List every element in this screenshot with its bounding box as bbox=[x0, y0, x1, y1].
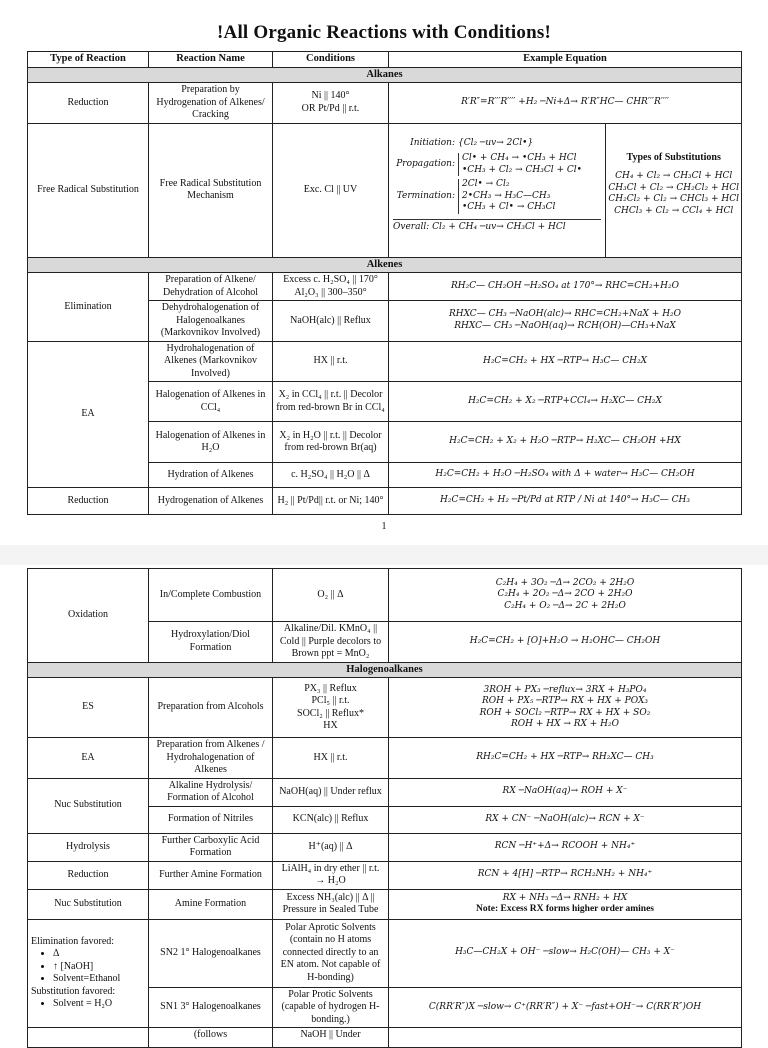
conditions: X₂ in CCl₄ || r.t. || Decolor from red-brown Br in CCl₄ bbox=[273, 382, 389, 422]
equation: RCN ─H⁺+Δ→ RCOOH + NH₄⁺ bbox=[389, 833, 742, 861]
table-row bbox=[28, 889, 742, 919]
overall-equation: Overall: Cl₂ + CH₄ ─uv→ CH₃Cl + HCl bbox=[393, 219, 601, 234]
equation: RCN + 4[H] ─RTP→ RCH₂NH₂ + NH₄⁺ bbox=[389, 861, 742, 889]
step-label: Propagation: bbox=[396, 158, 455, 169]
equation-line: ROH + SOCl₂ ─RTP→ RX + HX + SO₂ bbox=[479, 707, 651, 718]
equation-note: Note: Excess RX forms higher order amines bbox=[475, 904, 654, 914]
table-row bbox=[28, 861, 742, 889]
reaction-type: Reduction bbox=[28, 861, 149, 889]
step-equation: 2Cl• → Cl₂ bbox=[462, 179, 510, 189]
condition-line: PCl₅ || r.t. bbox=[311, 695, 350, 706]
elimination-favored-title: Elimination favored: bbox=[31, 935, 115, 947]
section-alkanes: Alkanes bbox=[28, 67, 742, 83]
reaction-name: Halogenation of Alkenes in CCl₄ bbox=[149, 382, 273, 422]
condition-line: SOCl₂ || Reflux* bbox=[297, 707, 364, 719]
reaction-name: Hydration of Alkenes bbox=[149, 463, 273, 488]
equation: H₂C=CH₂ + X₂ + H₂O ─RTP→ H₂XC— CH₂OH +HX bbox=[389, 422, 742, 463]
equation-line: C₂H₄ + 2O₂ ─Δ→ 2CO + 2H₂O bbox=[497, 589, 633, 600]
header-conditions: Conditions bbox=[273, 52, 389, 68]
reaction-name: SN1 3° Halogenoalkanes bbox=[149, 987, 273, 1028]
reaction-name: Alkaline Hydrolysis/ Formation of Alcohol bbox=[149, 778, 273, 806]
reaction-type: Reduction bbox=[28, 83, 149, 124]
conditions: H₂ || Pt/Pd|| r.t. or Ni; 140° bbox=[273, 488, 389, 515]
reaction-name: Dehydrohalogenation of Halogenoalkanes (Markovnikov Involved) bbox=[149, 301, 273, 342]
step-equation: •CH₃ + Cl• → CH₃Cl bbox=[462, 202, 556, 212]
conditions: NaOH(aq) || Under reflux bbox=[273, 778, 389, 806]
equation-line: C₂H₄ + O₂ ─Δ→ 2C + 2H₂O bbox=[504, 600, 626, 611]
equation bbox=[389, 889, 742, 919]
table-row bbox=[28, 341, 742, 382]
reaction-type: Oxidation bbox=[28, 569, 149, 663]
reactions-table-page-2 bbox=[27, 568, 742, 1048]
equation: RX + CN⁻ ─NaOH(alc)→ RCN + X⁻ bbox=[389, 806, 742, 833]
condition-line: HX bbox=[323, 720, 338, 731]
reaction-name: Formation of Nitriles bbox=[149, 806, 273, 833]
reaction-name: Hydroxylation/Diol Formation bbox=[149, 622, 273, 663]
equation-line: C₂H₄ + 3O₂ ─Δ→ 2CO₂ + 2H₂O bbox=[495, 577, 635, 588]
conditions: HX || r.t. bbox=[273, 738, 389, 779]
conditions: KCN(alc) || Reflux bbox=[273, 806, 389, 833]
table-row bbox=[28, 273, 742, 301]
page-gap bbox=[0, 545, 768, 565]
table-row bbox=[28, 1028, 742, 1048]
table-row bbox=[28, 919, 742, 987]
equation bbox=[389, 123, 742, 257]
types-of-substitutions bbox=[606, 124, 741, 257]
reaction-name: Amine Formation bbox=[149, 889, 273, 919]
header-type: Type of Reaction bbox=[28, 52, 149, 68]
list-item: • Δ bbox=[53, 948, 145, 961]
equation bbox=[389, 301, 742, 342]
equation bbox=[389, 1028, 742, 1048]
substitution-favored-list bbox=[31, 998, 145, 1011]
table-row bbox=[28, 488, 742, 515]
reaction-type: Elimination bbox=[28, 273, 149, 342]
table-row bbox=[28, 738, 742, 779]
conditions: NaOH || Under bbox=[273, 1028, 389, 1048]
reaction-name: Preparation from Alcohols bbox=[149, 678, 273, 738]
reaction-type: Hydrolysis bbox=[28, 833, 149, 861]
section-alkenes: Alkenes bbox=[28, 257, 742, 273]
reaction-name: SN2 1° Halogenoalkanes bbox=[149, 919, 273, 987]
table-row bbox=[28, 83, 742, 124]
equation-line: ROH + HX → RX + H₂O bbox=[510, 719, 620, 729]
equation-line: ROH + PX₅ ─RTP→ RX + HX + POX₃ bbox=[482, 696, 648, 706]
reaction-type bbox=[28, 1028, 149, 1048]
elimination-favored-list bbox=[31, 948, 145, 986]
equation: C(RR′R″)X ─slow→ C⁺(RR′R″) + X⁻ ─fast+OH⁻→ C(RR′R″)OH bbox=[389, 987, 742, 1028]
page-2 bbox=[0, 565, 768, 1040]
reaction-type: ES bbox=[28, 678, 149, 738]
conditions: LiAlH₄ in dry ether || r.t. → H₂O bbox=[273, 861, 389, 889]
reaction-name: (follows bbox=[149, 1028, 273, 1048]
header-name: Reaction Name bbox=[149, 52, 273, 68]
reaction-type: Reduction bbox=[28, 488, 149, 515]
equation: H₃C—CH₂X + OH⁻ ─slow→ H₂C(OH)— CH₃ + X⁻ bbox=[389, 919, 742, 987]
mechanism-steps bbox=[389, 124, 606, 257]
conditions: Exc. Cl || UV bbox=[273, 123, 389, 257]
header-equation: Example Equation bbox=[389, 52, 742, 68]
section-halogenoalkanes: Halogenoalkanes bbox=[28, 662, 742, 678]
equation: R′R″=R′′′R′′′′ +H₂ ─Ni+Δ→ R′R″HC— CHR′′′R′′′′ bbox=[389, 83, 742, 124]
conditions bbox=[273, 273, 389, 301]
step-label: Initiation: bbox=[410, 137, 455, 148]
conditions: Polar Protic Solvents (capable of hydrogen H-bonding.) bbox=[273, 987, 389, 1028]
equation: RX ─NaOH(aq)→ ROH + X⁻ bbox=[389, 778, 742, 806]
substitution-favored-title: Substitution favored: bbox=[31, 985, 116, 997]
equation-line: RX + NH₃ ─Δ→ RNH₂ + HX bbox=[502, 892, 628, 903]
conditions bbox=[273, 678, 389, 738]
condition-line: OR Pt/Pd || r.t. bbox=[301, 102, 360, 114]
substitution-equation: CH₄ + Cl₂ → CH₃Cl + HCl bbox=[615, 171, 733, 181]
conditions: c. H₂SO₄ || H₂O || Δ bbox=[273, 463, 389, 488]
types-title: Types of Substitutions bbox=[626, 151, 721, 163]
conditions: HX || r.t. bbox=[273, 341, 389, 382]
reaction-name: Free Radical Substitution Mechanism bbox=[149, 123, 273, 257]
equation: H₂C=CH₂ + H₂O ─H₂SO₄ with Δ + water→ H₃C— CH₂OH bbox=[389, 463, 742, 488]
condition-line: Excess c. H₂SO₄ || 170° bbox=[283, 274, 378, 285]
equation: RH₂C— CH₂OH ─H₂SO₄ at 170°→ RHC=CH₂+H₂O bbox=[389, 273, 742, 301]
equation: RH₂C=CH₂ + HX ─RTP→ RH₂XC— CH₃ bbox=[389, 738, 742, 779]
table-row bbox=[28, 123, 742, 257]
page-title: !All Organic Reactions with Conditions! bbox=[217, 22, 551, 43]
reaction-name: Further Carboxylic Acid Formation bbox=[149, 833, 273, 861]
section-row-alkanes bbox=[28, 67, 742, 83]
table-row bbox=[28, 833, 742, 861]
list-item: • Solvent=Ethanol bbox=[53, 973, 145, 986]
equation-line: 3ROH + PX₃ ─reflux→ 3RX + H₃PO₄ bbox=[483, 684, 647, 695]
reaction-name: Hydrohalogenation of Alkenes (Markovnikov Involved) bbox=[149, 341, 273, 382]
substitution-equation: CHCl₃ + Cl₂ → CCl₄ + HCl bbox=[614, 205, 734, 216]
table-row bbox=[28, 569, 742, 622]
condition-line: Al₂O₃ || 300–350° bbox=[294, 286, 367, 298]
conditions bbox=[273, 83, 389, 124]
reaction-name: Preparation of Alkene/ Dehydration of Alcohol bbox=[149, 273, 273, 301]
reactions-table-page-1 bbox=[27, 51, 742, 515]
reaction-name: Further Amine Formation bbox=[149, 861, 273, 889]
reaction-type: Nuc Substitution bbox=[28, 778, 149, 833]
condition-line: PX₃ || Reflux bbox=[304, 682, 357, 694]
equation bbox=[389, 569, 742, 622]
reaction-type: EA bbox=[28, 738, 149, 779]
substitution-equation: CH₂Cl₂ + Cl₂ → CHCl₃ + HCl bbox=[608, 194, 739, 204]
conditions: X₂ in H₂O || r.t. || Decolor from red-brown Br(aq) bbox=[273, 422, 389, 463]
section-row-alkenes bbox=[28, 257, 742, 273]
conditions: H⁺(aq) || Δ bbox=[273, 833, 389, 861]
table-row bbox=[28, 778, 742, 806]
step-equation: •CH₃ + Cl₂ → CH₃Cl + Cl• bbox=[462, 164, 582, 175]
condition-line: Ni || 140° bbox=[311, 90, 350, 102]
equation: H₂C=CH₂ + HX ─RTP→ H₃C— CH₂X bbox=[389, 341, 742, 382]
conditions: Polar Aprotic Solvents (contain no H atoms connected directly to an EN atom. Not capable of H-bonding) bbox=[273, 919, 389, 987]
section-row-halogenoalkanes bbox=[28, 662, 742, 678]
step-equation: 2•CH₃ → H₃C—CH₃ bbox=[462, 190, 551, 201]
conditions: Excess NH₃(alc) || Δ || Pressure in Sealed Tube bbox=[273, 889, 389, 919]
table-row bbox=[28, 678, 742, 738]
substitution-equation: CH₃Cl + Cl₂ → CH₂Cl₂ + HCl bbox=[608, 182, 739, 193]
reaction-type: Free Radical Substitution bbox=[28, 123, 149, 257]
equation: H₂C=CH₂ + H₂ ─Pt/Pd at RTP / Ni at 140°→ H₃C— CH₃ bbox=[389, 488, 742, 515]
list-item: • ↑ [NaOH] bbox=[53, 961, 145, 974]
favored-conditions bbox=[28, 919, 149, 1028]
equation: H₂C=CH₂ + X₂ ─RTP+CCl₄→ H₂XC— CH₂X bbox=[389, 382, 742, 422]
reaction-name: In/Complete Combustion bbox=[149, 569, 273, 622]
reaction-type: EA bbox=[28, 341, 149, 488]
conditions: NaOH(alc) || Reflux bbox=[273, 301, 389, 342]
step-equation: {Cl₂ ─uv→ 2Cl•} bbox=[458, 137, 534, 148]
page-number: 1 bbox=[381, 521, 387, 532]
step-label: Termination: bbox=[396, 190, 455, 201]
reaction-name: Preparation by Hydrogenation of Alkenes/ Cracking bbox=[149, 83, 273, 124]
equation: H₂C=CH₂ + [O]+H₂O → H₂OHC— CH₂OH bbox=[389, 622, 742, 663]
header-row bbox=[28, 52, 742, 68]
conditions: O₂ || Δ bbox=[273, 569, 389, 622]
equation bbox=[389, 678, 742, 738]
reaction-name: Halogenation of Alkenes in H₂O bbox=[149, 422, 273, 463]
equation-line: RHXC— CH₃ ─NaOH(aq)→ RCH(OH)—CH₃+NaX bbox=[454, 320, 676, 331]
step-equation: Cl• + CH₄ → •CH₃ + HCl bbox=[462, 153, 577, 163]
conditions: Alkaline/Dil. KMnO₄ || Cold || Purple decolors to Brown ppt = MnO₂ bbox=[273, 622, 389, 663]
reaction-name: Hydrogenation of Alkenes bbox=[149, 488, 273, 515]
equation-line: RHXC— CH₃ ─NaOH(alc)→ RHC=CH₂+NaX + H₂O bbox=[448, 309, 682, 320]
list-item: • Solvent = H₂O bbox=[53, 998, 145, 1011]
reaction-name: Preparation from Alkenes / Hydrohalogenation of Alkenes bbox=[149, 738, 273, 779]
reaction-type: Nuc Substitution bbox=[28, 889, 149, 919]
